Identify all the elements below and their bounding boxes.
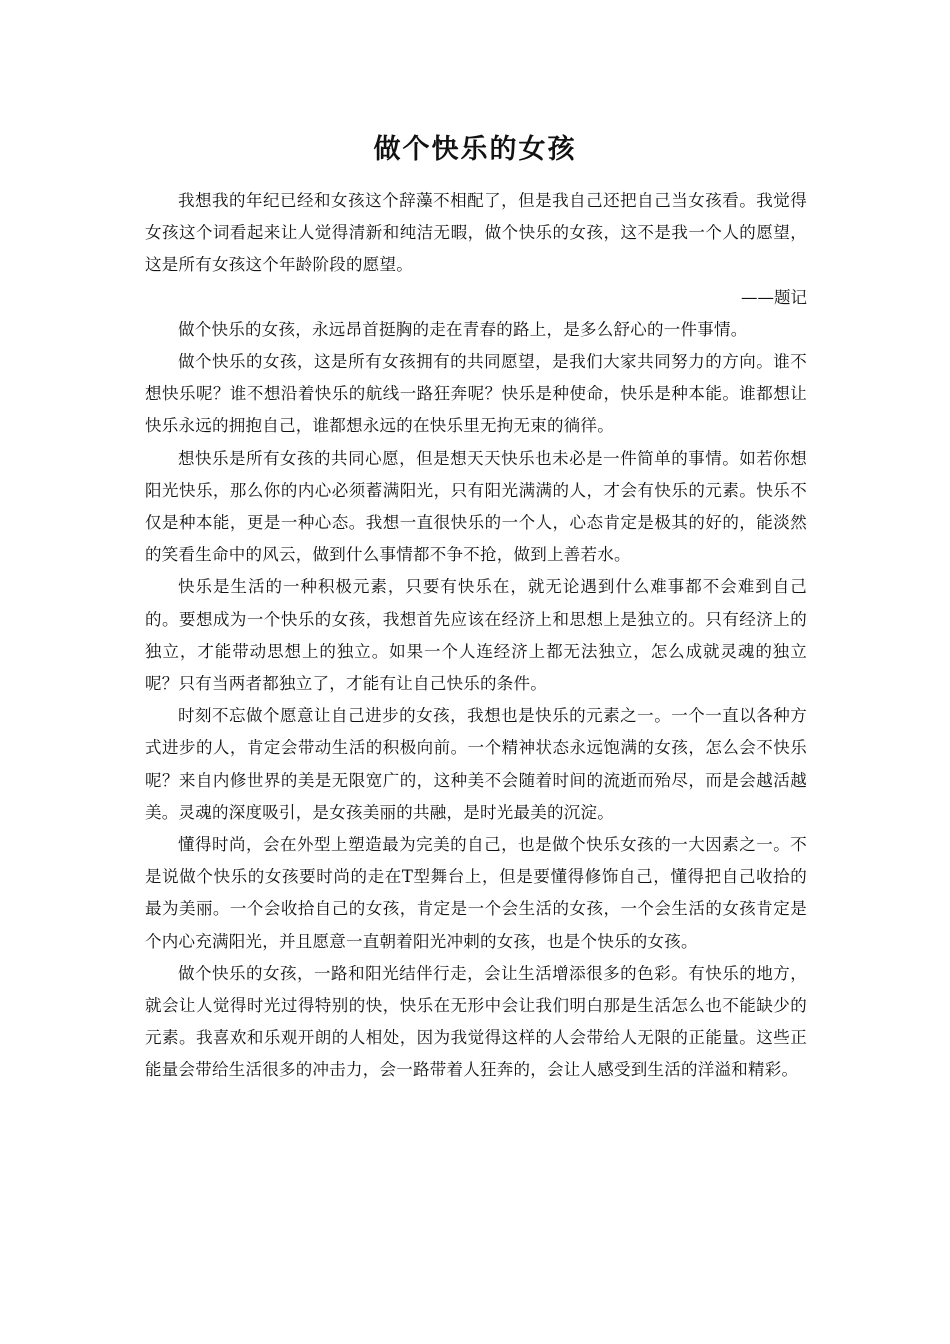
preface-signature: ——题记 <box>741 287 807 307</box>
body-paragraph-1: 做个快乐的女孩，永远昂首挺胸的走在青春的路上，是多么舒心的一件事情。 <box>178 319 748 339</box>
body-paragraph-2: 做个快乐的女孩，这是所有女孩拥有的共同愿望，是我们大家共同努力的方向。谁不想快乐呢？谁不想沿着快乐的航线一路狂奔呢？快乐是种使命，快乐是种本能。谁都想让快乐永远的拥抱自己，谁都想永远的在快乐里无拘无束的徜徉。 <box>145 352 807 436</box>
body-paragraph-4: 快乐是生活的一种积极元素，只要有快乐在，就无论遇到什么难事都不会难到自己的。要想成为一个快乐的女孩，我想首先应该在经济上和思想上是独立的。只有经济上的独立，才能带动思想上的独立。如果一个人连经济上都无法独立，怎么成就灵魂的独立呢？只有当两者都独立了，才能有让自己快乐的条件。 <box>145 577 807 694</box>
body-paragraph-6: 懂得时尚，会在外型上塑造最为完美的自己，也是做个快乐女孩的一大因素之一。不是说做个快乐的女孩要时尚的走在T型舞台上，但是要懂得修饰自己，懂得把自己收拾的最为美丽。一个会收拾自己的女孩，肯定是一个会生活的女孩，一个会生活的女孩肯定是个内心充满阳光，并且愿意一直朝着阳光冲刺的女孩，也是个快乐的女孩。 <box>145 835 807 951</box>
body-paragraph-7: 做个快乐的女孩，一路和阳光结伴行走，会让生活增添很多的色彩。有快乐的地方，就会让人觉得时光过得特别的快，快乐在无形中会让我们明白那是生活怎么也不能缺少的元素。我喜欢和乐观开朗的人相处，因为我觉得这样的人会带给人无限的正能量。这些正能量会带给生活很多的冲击力，会一路带着人狂奔的，会让人感受到生活的洋溢和精彩。 <box>145 963 807 1080</box>
body-paragraph-3: 想快乐是所有女孩的共同心愿，但是想天天快乐也未必是一件简单的事情。如若你想阳光快乐，那么你的内心必须蓄满阳光，只有阳光满满的人，才会有快乐的元素。快乐不仅是种本能，更是一种心态。我想一直很快乐的一个人，心态肯定是极其的好的，能淡然的笑看生命中的风云，做到什么事情都不争不抢，做到上善若水。 <box>145 448 807 565</box>
document-body <box>145 185 807 1087</box>
preface-paragraph: 我想我的年纪已经和女孩这个辞藻不相配了，但是我自己还把自己当女孩看。我觉得女孩这个词看起来让人觉得清新和纯洁无暇，做个快乐的女孩，这不是我一个人的愿望，这是所有女孩这个年龄阶段的愿望。 <box>145 191 807 275</box>
document-title: 做个快乐的女孩 <box>373 134 577 165</box>
body-paragraph-5: 时刻不忘做个愿意让自己进步的女孩，我想也是快乐的元素之一。一个一直以各种方式进步的人，肯定会带动生活的积极向前。一个精神状态永远饱满的女孩，怎么会不快乐呢？来自内修世界的美是无限宽广的，这种美不会随着时间的流逝而殆尽，而是会越活越美。灵魂的深度吸引，是女孩美丽的共融，是时光最美的沉淀。 <box>145 706 807 822</box>
